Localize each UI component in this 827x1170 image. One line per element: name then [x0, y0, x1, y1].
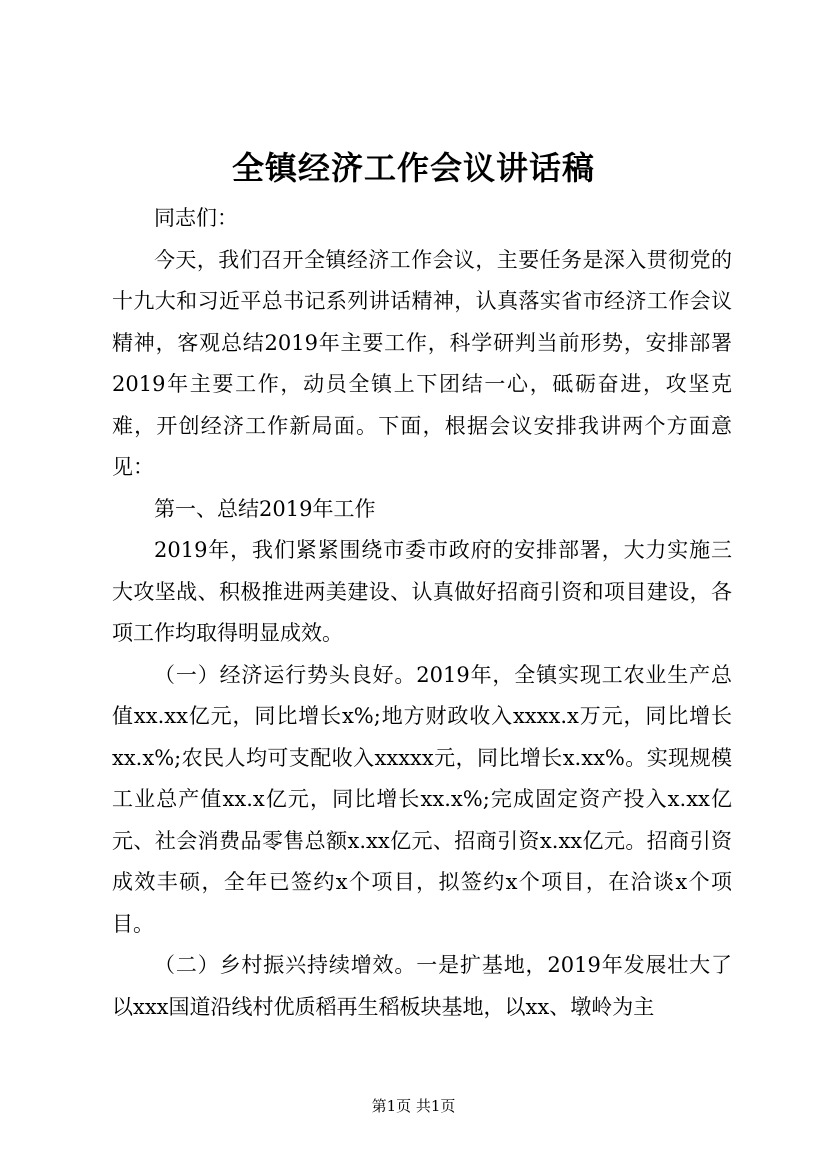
paragraph-rural: （二）乡村振兴持续增效。一是扩基地，2019年发展壮大了以xxx国道沿线村优质稻再生稻板块基地，以xx、墩岭为主	[112, 953, 732, 1019]
document-title: 全镇经济工作会议讲话稿	[231, 149, 595, 187]
paragraph-greeting: 同志们：	[154, 206, 238, 230]
paragraph-summary: 2019年，我们紧紧围绕市委市政府的安排部署，大力实施三大攻坚战、积极推进两美建设、认真做好招商引资和项目建设，各项工作均取得明显成效。	[112, 538, 732, 645]
document-body	[112, 198, 732, 1028]
section-heading: 第一、总结2019年工作	[154, 496, 376, 521]
page-footer: 第1页 共1页	[371, 1097, 456, 1115]
paragraph-economy: （一）经济运行势头良好。2019年，全镇实现工农业生产总值xx.xx亿元，同比增长x%;地方财政收入xxxx.x万元，同比增长xx.x%;农民人均可支配收入xxxxx元，同比增长x.xx%。实现规模工业总产值xx.x亿元，同比增长xx.x%;完成固定资产投入x.xx亿元、社会消费品零售总额x.xx亿元、招商引资x.xx亿元。招商引资成效丰硕，全年已签约x个项目，拟签约x个项目，在洽谈x个项目。	[112, 662, 732, 936]
paragraph-intro: 今天，我们召开全镇经济工作会议，主要任务是深入贯彻党的十九大和习近平总书记系列讲话精神，认真落实省市经济工作会议精神，客观总结2019年主要工作，科学研判当前形势，安排部署2019年主要工作，动员全镇上下团结一心，砥砺奋进，攻坚克难，开创经济工作新局面。下面，根据会议安排我讲两个方面意见：	[112, 247, 732, 479]
